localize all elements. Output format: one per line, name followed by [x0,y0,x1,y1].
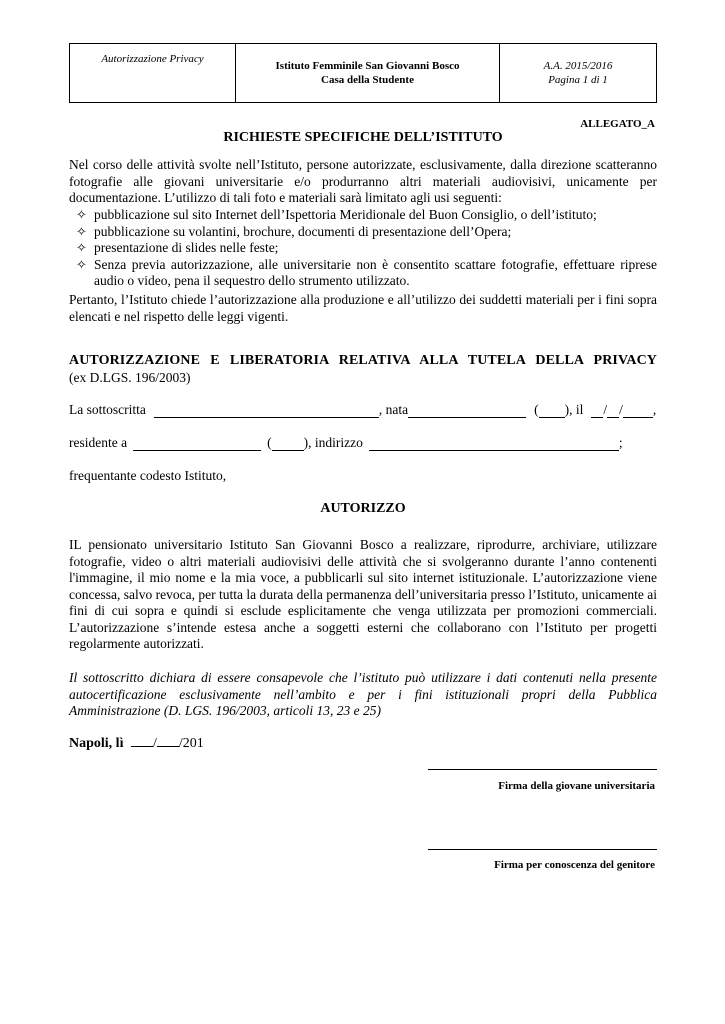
attachment-label: ALLEGATO_A [580,118,655,130]
authorization-paragraph: IL pensionato universitario Istituto San Giovanni Bosco a realizzare, riprodurre, archiviare, utilizzare fotografie, video o altri materiali audiovisivi delle attività che si svolgeranno durante l’anno contenenti l'immagine, il mio nome e la mia voce, a pubblicarli sul sito internet istituzionale. L’autorizzazione viene concessa, salvo revoca, per tutta la durata della permanenza dell’universitaria presso l’Istituto, unicamente ai fini di cui sopra e quindi si esclude esplicitamente che venga utilizzata per promozioni commerciali. L’autorizzazione s’intende estesa anche a soggetti esterni che collaborano con l’Istituto per progetti regolarmente autorizzati. [69,537,657,651]
list-item [76,207,657,224]
birth-province-field[interactable] [539,404,565,418]
star-bullet-icon: ✧ [76,240,87,255]
student-signature-label: Firma della giovane universitaria [498,780,655,792]
paren-open: ( [267,435,272,450]
list-item-text: presentazione di slides nelle feste; [94,240,279,255]
student-signature-line[interactable] [428,769,657,770]
birth-month-field[interactable] [607,404,619,418]
list-item-text: pubblicazione su volantini, brochure, documenti di presentazione dell’Opera; [94,223,512,239]
header-academic-year: A.A. 2015/2016 [543,60,613,72]
header-table [69,43,657,103]
conclusion-paragraph: Pertanto, l’Istituto chiede l’autorizzazione alla produzione e all’utilizzo dei suddetti materiali per i fini sopra elencati e nel rispetto delle leggi vigenti. [69,292,657,324]
row-end: ; [618,435,623,450]
city-field[interactable] [133,437,261,451]
date-slash: / [619,402,623,417]
place-label: Napoli, lì [69,736,124,751]
birth-day-field[interactable] [591,404,603,418]
header-year-page [500,44,656,102]
signer-details-row [69,402,657,418]
parent-signature-label: Firma per conoscenza del genitore [494,859,655,871]
name-field[interactable] [154,404,379,418]
label-address: ), indirizzo [303,435,363,450]
label-born: , nata [378,402,409,417]
paren-open: ( [534,402,539,417]
label-on-date: ), il [564,402,584,417]
star-bullet-icon: ✧ [76,207,87,222]
header-doc-type: Autorizzazione Privacy [70,44,236,102]
section-title-authorize: AUTORIZZO [320,501,406,516]
label-signer: La sottoscritta [69,402,146,417]
list-item-text: Senza previa autorizzazione, alle universitarie non è consentito scattare fotografie, effettuare riprese audio o video, pena il sequestro dello strumento utilizzato. [94,256,657,288]
address-field[interactable] [369,437,619,451]
header-institute-name: Istituto Femminile San Giovanni Bosco [275,60,460,72]
intro-paragraph: Nel corso delle attività svolte nell’Istituto, persone autorizzate, esclusivamente, dalla direzione scatteranno fotografie alle giovani universitarie e/o produrranno altri materiali audiovisivi, unicamente per documentazione. L’utilizzo di tali foto e materiali sarà limitato agli usi seguenti: [69,157,657,205]
birthplace-field[interactable] [408,404,526,418]
list-item [76,257,657,290]
header-page-number: Pagina 1 di 1 [548,74,608,86]
year-prefix: /201 [178,736,204,751]
parent-signature-line[interactable] [428,849,657,850]
residence-row [69,435,657,451]
birth-year-field[interactable] [623,404,653,418]
usage-list [76,207,657,290]
day-field[interactable] [131,734,153,747]
section-title-privacy: AUTORIZZAZIONE E LIBERATORIA RELATIVA ALLA TUTELA DELLA PRIVACY [69,353,657,368]
month-field[interactable] [157,734,179,747]
label-residence: residente a [69,435,128,450]
list-item [76,240,657,257]
header-institute [236,44,500,102]
list-item-text: pubblicazione sul sito Internet dell’Ispettoria Meridionale del Buon Consiglio, o dell’istituto; [94,207,597,222]
header-institute-sub: Casa della Studente [321,74,414,86]
date-slash: / [152,736,157,751]
frequenting-line: frequentante codesto Istituto, [69,468,227,483]
star-bullet-icon: ✧ [76,223,87,239]
star-bullet-icon: ✧ [76,256,87,272]
list-item [76,224,657,241]
date-slash: / [603,402,608,417]
place-date-line [69,734,204,752]
section-title-requests: RICHIESTE SPECIFICHE DELL’ISTITUTO [223,130,503,145]
residence-province-field[interactable] [272,437,304,451]
row-end: , [652,402,657,417]
law-reference: (ex D.LGS. 196/2003) [69,370,191,385]
declaration-paragraph: Il sottoscritto dichiara di essere consapevole che l’istituto può utilizzare i dati contenuti nella presente autocertificazione esclusivamente nell’ambito e per i fini istituzionali propri della Pubblica Amministrazione (D. LGS. 196/2003, articoli 13, 23 e 25) [69,670,657,718]
